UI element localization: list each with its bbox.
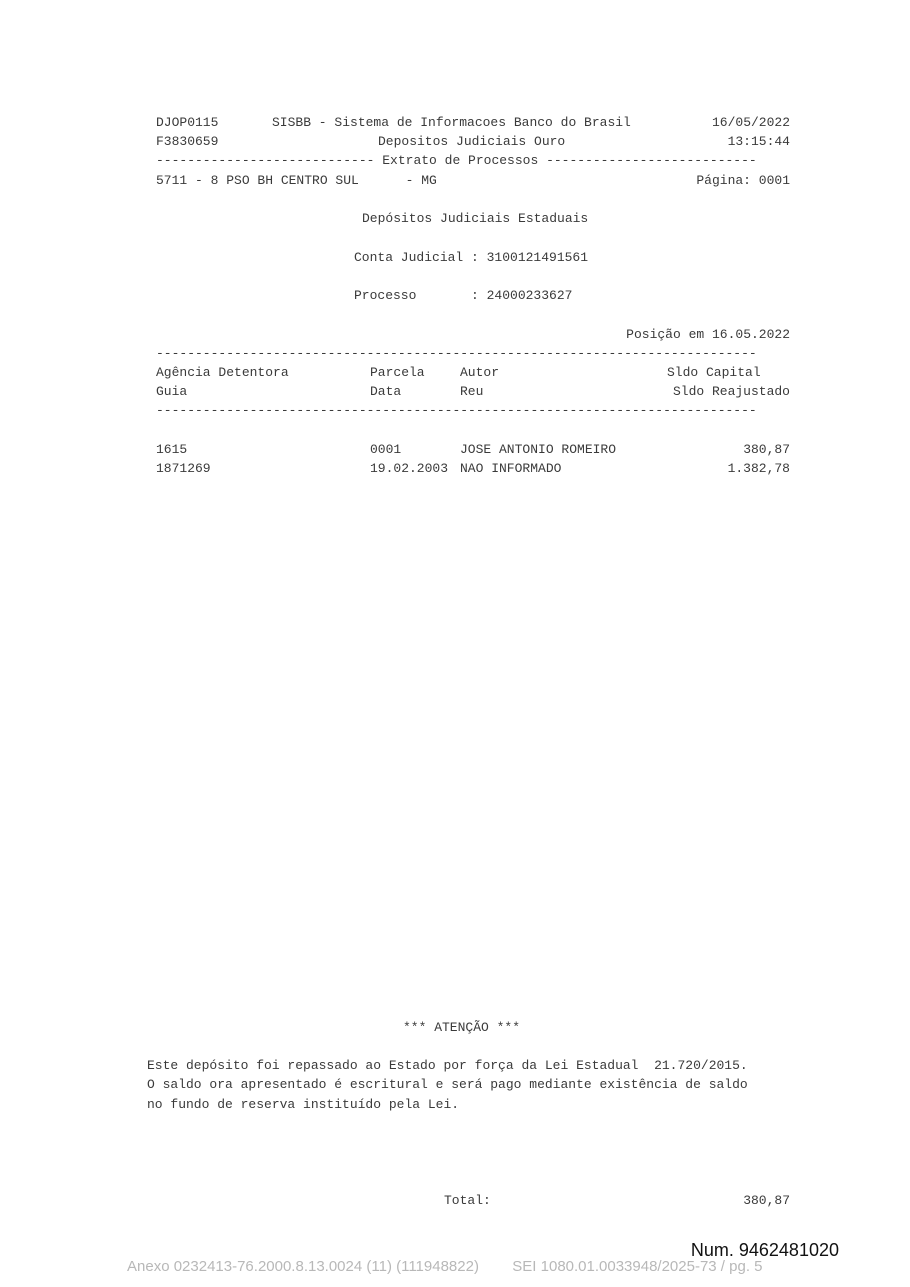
header-date: Data [370, 384, 402, 399]
header-defendant: Reu [460, 384, 484, 399]
process-number: Processo : 24000233627 [354, 288, 573, 303]
row-date: 19.02.2003 [370, 461, 449, 476]
row-adjusted-balance: 1.382,78 [727, 461, 790, 476]
notice-line-2: O saldo ora apresentado é escritural e será pago mediante existência de saldo [147, 1077, 748, 1092]
report-time: 13:15:44 [727, 134, 790, 149]
document-number: Num. 9462481020 [690, 1240, 839, 1260]
total-label: Total: [444, 1193, 491, 1208]
total-value: 380,87 [743, 1193, 790, 1208]
header-author: Autor [460, 365, 500, 380]
notice-line-1: Este depósito foi repassado ao Estado por força da Lei Estadual 21.720/2015. [147, 1058, 748, 1073]
source-reference: Anexo 0232413-76.2000.8.13.0024 (11) (111948822) SEI 1080.01.0033948/2025-73 / pg. 5 [127, 1258, 763, 1275]
agency-line: 5711 - 8 PSO BH CENTRO SUL - MG [156, 173, 437, 188]
subsystem-name: Depositos Judiciais Ouro [378, 134, 566, 149]
system-name: SISBB - Sistema de Informacoes Banco do Brasil [272, 115, 631, 130]
notice-line-3: no fundo de reserva instituído pela Lei. [147, 1097, 460, 1112]
deposit-type-title: Depósitos Judiciais Estaduais [362, 211, 589, 226]
row-defendant: NAO INFORMADO [460, 461, 562, 476]
header-installment: Parcela [370, 365, 425, 380]
page-number: Página: 0001 [696, 173, 790, 188]
header-adjusted-balance: Sldo Reajustado [672, 384, 790, 399]
header-agency: Agência Detentora [156, 365, 289, 380]
position-date: Posição em 16.05.2022 [626, 327, 790, 342]
header-capital-balance: Sldo Capital [667, 365, 761, 380]
row-author: JOSE ANTONIO ROMEIRO [460, 442, 617, 457]
section-title-line: ---------------------------- Extrato de Processos --------------------------- [156, 153, 757, 168]
row-guide: 1871269 [156, 461, 211, 476]
report-date: 16/05/2022 [711, 115, 790, 130]
user-code: F3830659 [156, 134, 219, 149]
header-guide: Guia [156, 384, 188, 399]
row-agency: 1615 [156, 442, 188, 457]
table-separator-top: ----------------------------------------------------------------------------- [156, 346, 757, 361]
judicial-account: Conta Judicial : 3100121491561 [354, 250, 589, 265]
row-capital-balance: 380,87 [743, 442, 790, 457]
notice-title: *** ATENÇÃO *** [403, 1020, 521, 1035]
row-installment: 0001 [370, 442, 402, 457]
program-code: DJOP0115 [156, 115, 219, 130]
table-separator-bottom: ----------------------------------------------------------------------------- [156, 403, 757, 418]
